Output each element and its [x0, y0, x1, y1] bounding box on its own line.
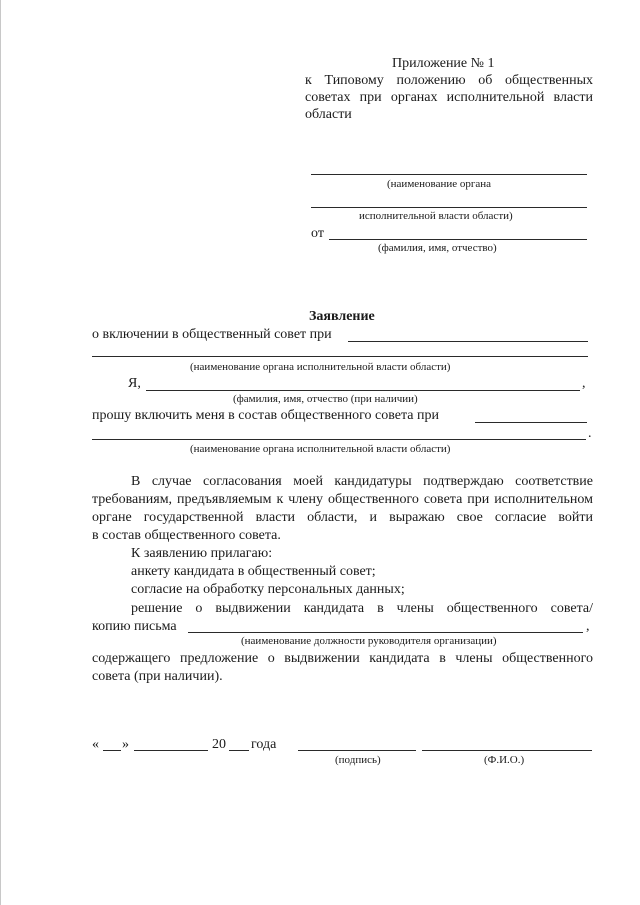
p1-line-3: органе государственной власти области, и выражаю свое согласие войти: [92, 510, 593, 525]
exec-caption: исполнительной власти области): [359, 210, 513, 222]
position-comma: ,: [586, 619, 590, 634]
fio-sign-caption: (Ф.И.О.): [484, 754, 525, 766]
date-open-quote: «: [92, 737, 99, 752]
year-suffix: года: [251, 737, 277, 752]
p3-line-1: содержащего предложение о выдвижении кандидата в члены общественного: [92, 651, 593, 666]
day-line: [103, 750, 121, 751]
p1-line-4: в состав общественного совета.: [92, 528, 281, 543]
request-organ-line: [475, 422, 587, 423]
request-line: прошу включить меня в состав общественного совета при: [92, 408, 439, 423]
signature-caption: (подпись): [335, 754, 381, 766]
header-line-3: советах при органах исполнительной власти: [305, 90, 593, 105]
signature-line: [298, 750, 416, 751]
council-organ-line: [348, 341, 588, 342]
from-label: от: [311, 226, 324, 241]
fio-line: [329, 239, 587, 240]
header-line-2: к Типовому положению об общественных: [305, 73, 593, 88]
organ-caption-1: (наименование органа исполнительной власти области): [190, 361, 451, 373]
organ-caption-2: (наименование органа исполнительной власти области): [190, 443, 451, 455]
fio-sign-line: [422, 750, 592, 751]
attach-item-3: решение о выдвижении кандидата в члены общественного совета/: [131, 601, 593, 616]
position-caption: (наименование должности руководителя организации): [241, 635, 497, 647]
applicant-fio-line: [146, 390, 580, 391]
date-close-quote: »: [122, 737, 129, 752]
header-line-4: области: [305, 107, 352, 122]
attach-intro: К заявлению прилагаю:: [131, 546, 273, 561]
year-prefix: 20: [212, 737, 226, 752]
fio-caption-2: (фамилия, имя, отчество (при наличии): [233, 393, 418, 405]
ya-comma: ,: [582, 376, 586, 391]
position-line: [188, 632, 583, 633]
month-line: [134, 750, 208, 751]
statement-title: Заявление: [309, 309, 375, 324]
attach-item-2: согласие на обработку персональных данных;: [131, 582, 405, 597]
p3-line-2: совета (при наличии).: [92, 669, 223, 684]
ya-label: Я,: [128, 376, 141, 391]
letter-copy-label: копию письма: [92, 619, 177, 634]
organ-name-line: [311, 174, 587, 175]
fio-caption: (фамилия, имя, отчество): [378, 242, 497, 254]
statement-line-1: о включении в общественный совет при: [92, 327, 332, 342]
attach-item-1: анкету кандидата в общественный совет;: [131, 564, 376, 579]
end-period: .: [588, 426, 592, 441]
appendix-number: Приложение № 1: [392, 56, 495, 71]
council-organ-line-2: [92, 356, 588, 357]
p1-line-2: требованиям, предъявляемым к члену общественного совета при исполнительном: [92, 492, 593, 507]
page-edge: [0, 0, 1, 905]
organ-caption: (наименование органа: [387, 178, 492, 190]
year-line: [229, 750, 249, 751]
organ-name-line-2: [311, 207, 587, 208]
request-organ-line-2: [92, 439, 586, 440]
p1-line-1: В случае согласования моей кандидатуры подтверждаю соответствие: [131, 474, 593, 489]
